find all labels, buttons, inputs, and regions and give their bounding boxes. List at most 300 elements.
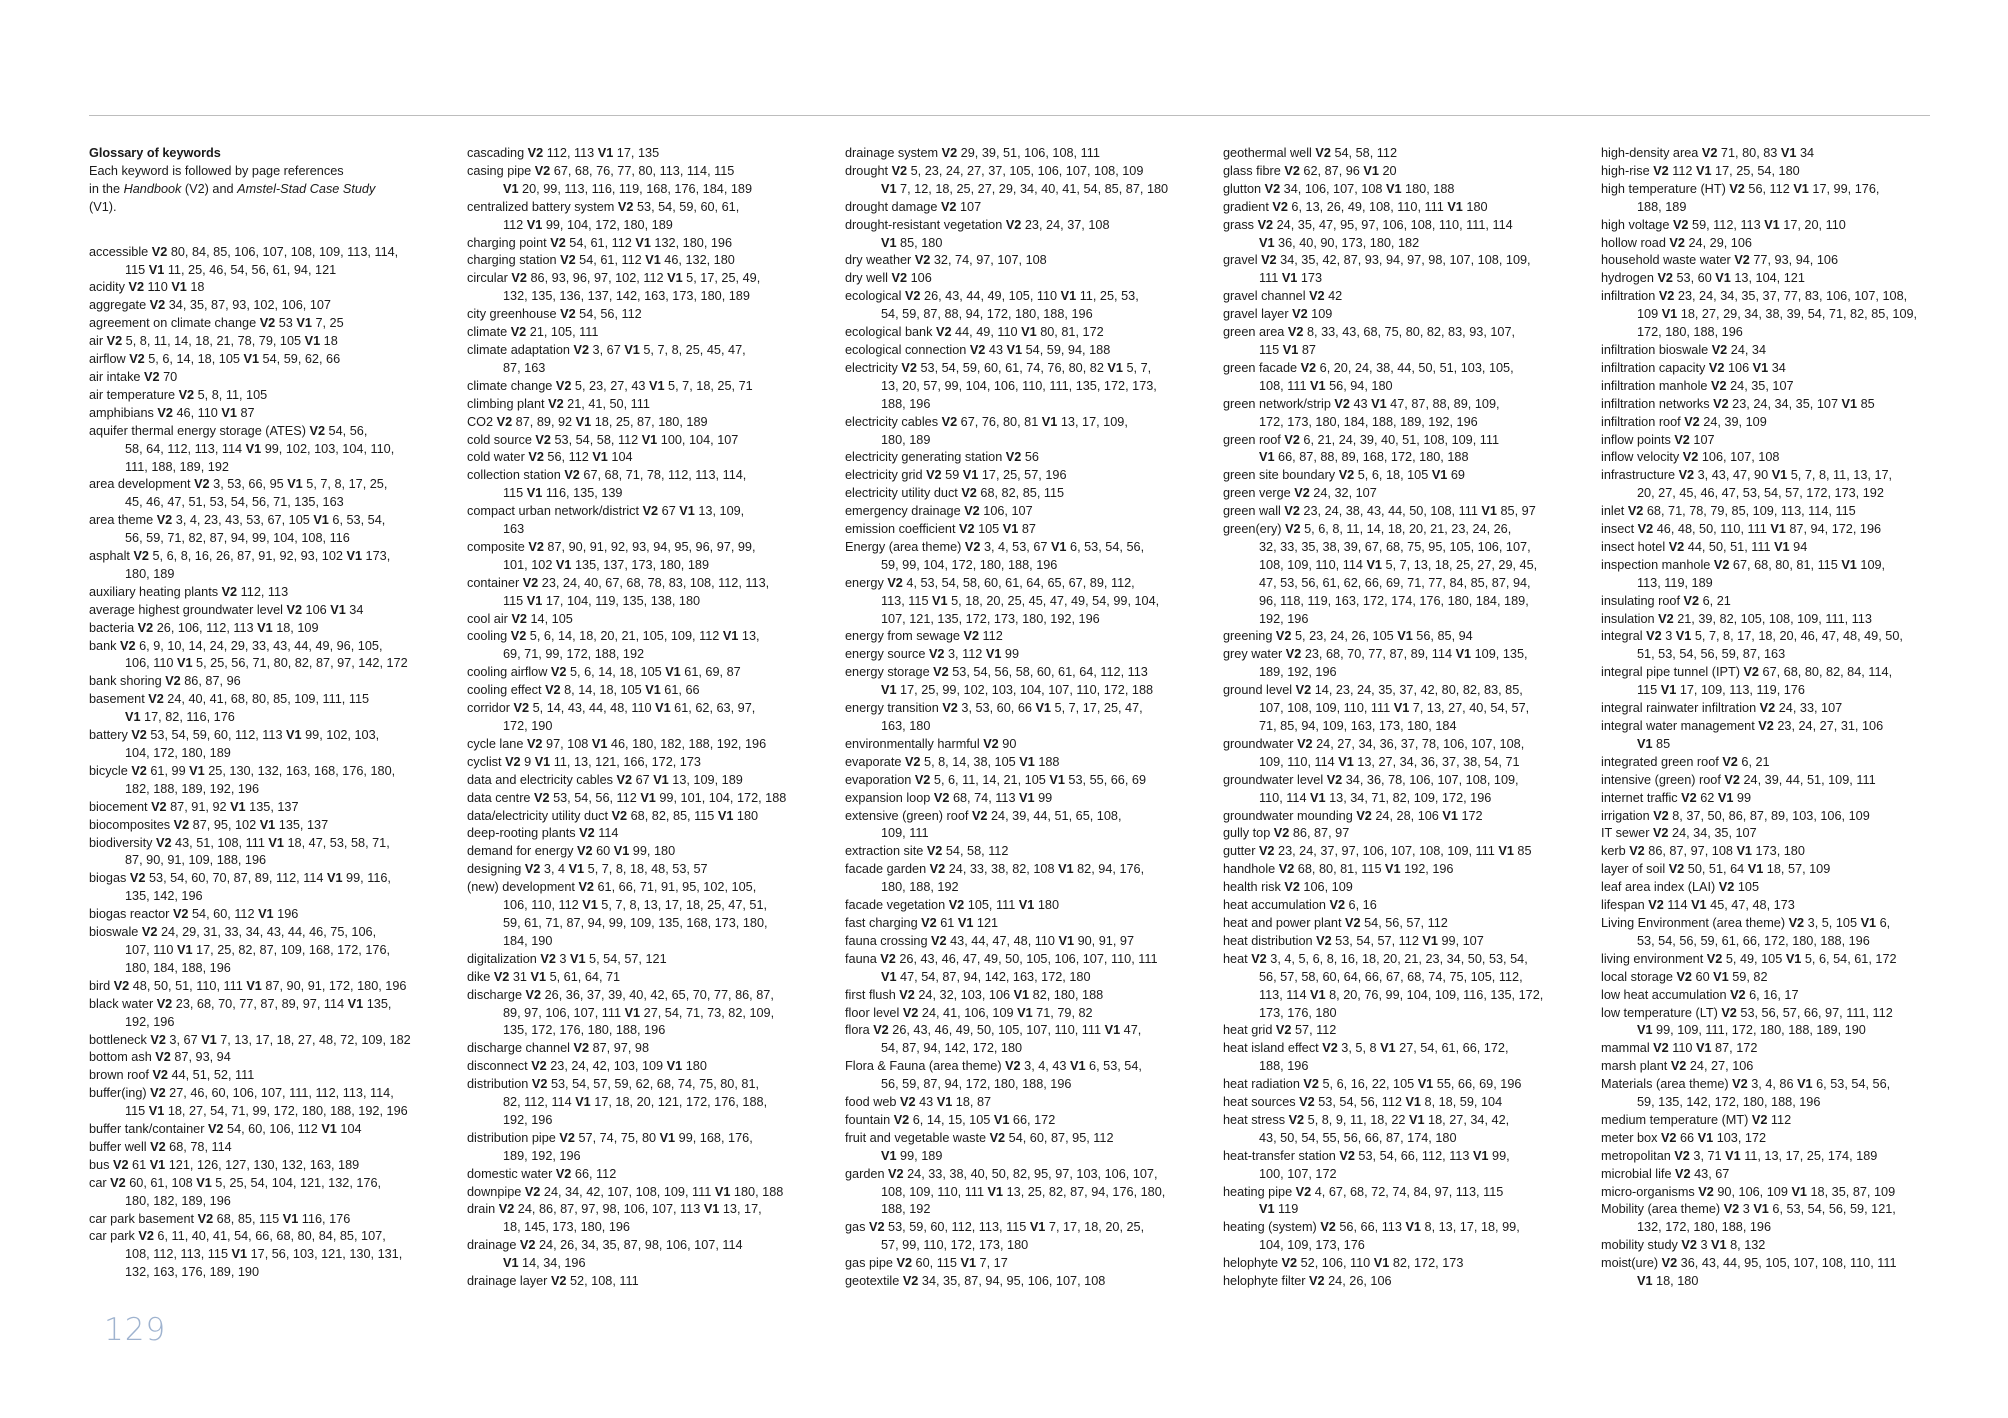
entry-volume: V1 xyxy=(1691,898,1707,913)
entry-pages: 57, 74, 75, 80 xyxy=(574,1130,660,1145)
entry-volume: V2 xyxy=(902,1005,919,1020)
glossary-entry xyxy=(89,924,447,978)
entry-pages: 3, 67 xyxy=(165,1032,202,1047)
entry-pages: 90 xyxy=(998,736,1017,751)
entry-keyword: biogas reactor xyxy=(89,907,173,922)
entry-keyword: heat grid xyxy=(1223,1023,1276,1038)
entry-pages: 13, 17, 18, 145, 173, 180, 196 xyxy=(503,1202,762,1235)
entry-pages: 23, 24, 37, 97, 106, 107, 108, 109, 111 xyxy=(1274,844,1499,859)
entry-pages: 24, 41, 106, 109 xyxy=(918,1005,1018,1020)
entry-keyword: air xyxy=(89,334,107,349)
entry-volume: V2 xyxy=(1674,432,1690,447)
entry-pages: 68, 82, 85, 115 xyxy=(976,486,1065,501)
entry-volume: V2 xyxy=(873,1023,889,1038)
entry-pages: 87, 90, 91, 92, 93, 94, 95, 96, 97, 99, 101, 102 xyxy=(503,539,756,572)
glossary-entry xyxy=(1223,432,1581,468)
entry-pages: 87, 94, 172, 196 xyxy=(1785,522,1882,537)
glossary-entry xyxy=(845,539,1203,575)
entry-pages: 87, 90, 91, 172, 180, 196 xyxy=(261,978,407,993)
entry-pages: 82, 94, 176, 180, 188, 192 xyxy=(881,862,1145,895)
glossary-entry xyxy=(467,825,825,843)
glossary-entry xyxy=(467,145,825,163)
entry-volume: V1 xyxy=(503,181,519,196)
entry-pages: 6, 16, 17 xyxy=(1745,987,1799,1002)
entry-pages: 8, 18, 59, 104 xyxy=(1421,1095,1503,1110)
glossary-entry xyxy=(467,682,825,700)
entry-volume: V1 xyxy=(176,656,193,671)
entry-keyword: extensive (green) roof xyxy=(845,808,972,823)
entry-volume: V1 xyxy=(1770,522,1786,537)
entry-volume: V1 xyxy=(189,763,205,778)
entry-volume: V2 xyxy=(1326,772,1343,787)
entry-keyword: drought damage xyxy=(845,199,941,214)
entry-volume: V1 xyxy=(1637,1023,1653,1038)
entry-volume: V1 xyxy=(1675,629,1692,644)
entry-volume: V2 xyxy=(510,629,527,644)
entry-volume: V2 xyxy=(309,423,326,438)
entry-keyword: flora xyxy=(845,1023,874,1038)
glossary-entry xyxy=(467,1273,825,1291)
entry-volume: V1 xyxy=(570,951,586,966)
entry-volume: V1 xyxy=(1715,271,1731,286)
entry-volume: V2 xyxy=(1275,629,1292,644)
entry-pages: 13, 27, 34, 36, 37, 38, 54, 71 xyxy=(1353,754,1520,769)
entry-pages: 54, 61, 112 xyxy=(565,235,636,250)
glossary-entry xyxy=(467,1166,825,1184)
glossary-entry xyxy=(845,915,1203,933)
page-number: 129 xyxy=(104,1312,167,1348)
entry-volume: V1 xyxy=(653,772,669,787)
glossary-entry xyxy=(1601,1166,1959,1184)
entry-volume: V2 xyxy=(941,146,958,160)
entry-keyword: distribution xyxy=(467,1077,532,1092)
glossary-entry xyxy=(845,1005,1203,1023)
entry-volume: V1 xyxy=(717,808,734,823)
entry-pages: 5, 6, 54, 61, 172 xyxy=(1801,951,1897,966)
entry-keyword: casing pipe xyxy=(467,163,535,178)
entry-keyword: groundwater level xyxy=(1223,772,1327,787)
glossary-entry xyxy=(467,700,825,736)
entry-volume: V2 xyxy=(559,1130,575,1145)
glossary-entry xyxy=(467,1184,825,1202)
glossary-entry xyxy=(1223,503,1581,521)
glossary-entry xyxy=(89,1175,447,1211)
entry-pages: 103, 172 xyxy=(1713,1130,1767,1145)
glossary-entry xyxy=(1601,593,1959,611)
entry-keyword: evaporate xyxy=(845,754,905,769)
entry-volume: V1 xyxy=(1797,1077,1813,1092)
glossary-entry xyxy=(467,1130,825,1166)
entry-volume: V2 xyxy=(1711,342,1728,357)
entry-pages: 24, 29, 31, 33, 34, 43, 44, 46, 75, 106, 107, 110 xyxy=(125,925,377,957)
entry-pages: 5, 6, 16, 22, 105 xyxy=(1318,1077,1418,1092)
entry-pages: 53, 59, 60, 112, 113, 115 xyxy=(884,1220,1030,1235)
entry-volume: V2 xyxy=(1273,826,1290,841)
glossary-entry xyxy=(467,342,825,378)
entry-pages: 106, 107, 108 xyxy=(1698,450,1780,465)
entry-keyword: living environment xyxy=(1601,951,1707,966)
entry-pages: 5, 7, 8, 11, 13, 17, 20, 27, 45, 46, 47, 53, 54, 57, 172, 173, 192 xyxy=(1637,468,1893,501)
entry-volume: V1 xyxy=(1660,683,1677,698)
entry-keyword: heat distribution xyxy=(1223,933,1317,948)
entry-pages: 85 xyxy=(1513,844,1532,859)
entry-keyword: container xyxy=(467,575,523,590)
entry-pages: 11, 13, 17, 25, 174, 189 xyxy=(1740,1148,1878,1163)
entry-keyword: heat-transfer station xyxy=(1223,1148,1340,1163)
entry-keyword: gradient xyxy=(1223,199,1273,214)
entry-volume: V1 xyxy=(1013,987,1030,1002)
entry-pages: 61, 69, 87 xyxy=(680,665,741,680)
entry-volume: V2 xyxy=(1320,1220,1336,1235)
entry-volume: V2 xyxy=(112,1157,129,1172)
entry-keyword: cascading xyxy=(467,146,528,160)
entry-volume: V2 xyxy=(106,334,123,349)
entry-volume: V1 xyxy=(1104,1023,1121,1038)
entry-keyword: charging point xyxy=(467,235,551,250)
entry-volume: V1 xyxy=(1310,790,1326,805)
entry-keyword: infiltration capacity xyxy=(1601,360,1709,375)
entry-pages: 6, 16 xyxy=(1345,898,1377,913)
entry-pages: 7, 17 xyxy=(976,1256,1008,1271)
entry-volume: V1 xyxy=(649,378,665,393)
glossary-entry xyxy=(1601,1255,1959,1291)
entry-keyword: domestic water xyxy=(467,1166,556,1181)
entry-keyword: Flora & Fauna (area theme) xyxy=(845,1059,1006,1074)
glossary-entry xyxy=(1223,360,1581,396)
entry-volume: V2 xyxy=(617,199,634,214)
entry-keyword: designing xyxy=(467,862,525,877)
entry-pages: 99, 109, 111, 172, 180, 188, 189, 190 xyxy=(1652,1023,1866,1038)
entry-pages: 32, 74, 97, 107, 108 xyxy=(930,253,1047,268)
glossary-entry xyxy=(1601,288,1959,342)
glossary-entry xyxy=(1601,951,1959,969)
entry-keyword: climate adaptation xyxy=(467,342,574,357)
glossary-entry xyxy=(1601,217,1959,235)
entry-pages: 13, 69, 71, 99, 172, 188, 192 xyxy=(503,629,760,662)
entry-keyword: emergency drainage xyxy=(845,504,965,519)
entry-volume: V2 xyxy=(545,683,561,698)
entry-volume: V2 xyxy=(887,575,903,590)
glossary-column-3 xyxy=(845,145,1203,1291)
entry-volume: V2 xyxy=(150,1086,166,1101)
glossary-entry xyxy=(89,369,447,387)
entry-keyword: geothermal well xyxy=(1223,146,1316,160)
entry-pages: 3, 43, 47, 90 xyxy=(1694,468,1772,483)
entry-volume: V2 xyxy=(1660,1130,1677,1145)
entry-pages: 8, 13, 17, 18, 99, 104, 109, 173, 176 xyxy=(1259,1220,1520,1253)
entry-keyword: gas xyxy=(845,1220,869,1235)
glossary-entry xyxy=(1601,897,1959,915)
entry-keyword: mobility study xyxy=(1601,1238,1682,1253)
entry-pages: 61, 99 xyxy=(146,763,190,778)
entry-volume: V2 xyxy=(1661,1256,1678,1271)
entry-volume: V2 xyxy=(896,1256,913,1271)
entry-volume: V2 xyxy=(550,1274,567,1289)
glossary-entry xyxy=(89,351,447,369)
glossary-entry xyxy=(845,933,1203,951)
entry-volume: V1 xyxy=(313,513,329,528)
glossary-entry xyxy=(467,199,825,235)
entry-volume: V1 xyxy=(1310,987,1326,1002)
entry-volume: V2 xyxy=(522,575,539,590)
entry-pages: 21, 41, 50, 111 xyxy=(563,396,650,411)
entry-volume: V2 xyxy=(1299,1095,1315,1110)
entry-keyword: electricity utility duct xyxy=(845,486,962,501)
entry-volume: V2 xyxy=(131,763,147,778)
entry-volume: V1 xyxy=(1371,396,1387,411)
entry-pages: 99, 180 xyxy=(629,844,676,859)
entry-pages: 77, 93, 94, 106 xyxy=(1749,253,1839,268)
entry-pages: 85 xyxy=(1857,396,1875,411)
entry-volume: V1 xyxy=(245,441,262,456)
glossary-entry xyxy=(1601,718,1959,754)
entry-volume: V1 xyxy=(1069,1059,1086,1074)
entry-pages: 106 xyxy=(302,602,331,617)
entry-volume: V2 xyxy=(1288,1112,1305,1127)
entry-keyword: handhole xyxy=(1223,862,1279,877)
entry-pages: 36, 43, 44, 95, 105, 107, 108, 110, 111 xyxy=(1680,1256,1897,1271)
entry-volume: V2 xyxy=(888,1166,904,1181)
entry-volume: V1 xyxy=(1282,342,1299,357)
entry-pages: 70 xyxy=(159,369,178,384)
entry-volume: V2 xyxy=(868,1220,885,1235)
glossary-entry xyxy=(89,1121,447,1139)
entry-volume: V1 xyxy=(597,146,614,160)
entry-pages: 71, 79, 82 xyxy=(1032,1005,1093,1020)
entry-keyword: climbing plant xyxy=(467,396,549,411)
entry-volume: V2 xyxy=(113,978,130,993)
entry-pages: 18, 47, 53, 58, 71, 87, 90, 91, 109, 188, 196 xyxy=(125,835,390,868)
entry-pages: 67, 68, 80, 81, 115 xyxy=(1729,557,1842,572)
entry-volume: V2 xyxy=(1658,611,1674,626)
entry-pages: 6, 21 xyxy=(1737,754,1770,769)
entry-keyword: area development xyxy=(89,477,195,492)
entry-keyword: facade garden xyxy=(845,862,930,877)
entry-volume: V1 xyxy=(592,450,608,465)
entry-pages: 80, 81, 172 xyxy=(1036,325,1104,340)
entry-pages: 87, 97, 98 xyxy=(589,1041,650,1056)
entry-pages: 99, 102, 103, 104, 110, 111, 188, 189, 192 xyxy=(125,441,395,474)
entry-pages: 3, 4, 23, 43, 53, 67, 105 xyxy=(172,513,314,528)
entry-pages: 24, 39, 44, 51, 109, 111 xyxy=(1739,772,1876,787)
glossary-entry xyxy=(1223,951,1581,1023)
entry-keyword: car park basement xyxy=(89,1211,198,1226)
entry-volume: V2 xyxy=(961,486,977,501)
glossary-entry xyxy=(845,449,1203,467)
entry-keyword: insect xyxy=(1601,522,1638,537)
entry-pages: 3 xyxy=(1739,1202,1754,1217)
entry-pages: 7, 12, 18, 25, 27, 29, 34, 40, 41, 54, 85, 87, 180 xyxy=(896,181,1169,196)
entry-keyword: greening xyxy=(1223,629,1276,644)
glossary-entry xyxy=(845,646,1203,664)
entry-pages: 61, 66, 71, 91, 95, 102, 105, 106, 110, 112 xyxy=(503,880,757,913)
entry-keyword: ecological connection xyxy=(845,342,970,357)
entry-pages: 6, 14, 15, 105 xyxy=(909,1112,994,1127)
entry-volume: V1 xyxy=(1006,342,1023,357)
entry-pages: 23, 24, 42, 103, 109 xyxy=(546,1059,667,1074)
entry-keyword: heat radiation xyxy=(1223,1077,1304,1092)
entry-volume: V1 xyxy=(1711,1238,1727,1253)
glossary-entry xyxy=(1601,235,1959,253)
entry-pages: 66, 112 xyxy=(571,1166,617,1181)
entry-pages: 44, 51, 52, 111 xyxy=(168,1068,255,1083)
entry-volume: V2 xyxy=(178,387,195,402)
entry-volume: V1 xyxy=(555,557,572,572)
entry-pages: 5, 7, 18, 25, 71 xyxy=(664,378,753,393)
entry-volume: V1 xyxy=(1661,307,1678,322)
entry-keyword: aquifer thermal energy storage (ATES) xyxy=(89,423,310,438)
entry-keyword: cycle lane xyxy=(467,736,527,751)
entry-volume: V2 xyxy=(1675,1166,1691,1181)
entry-volume: V1 xyxy=(881,1148,897,1163)
entry-pages: 4, 67, 68, 72, 74, 84, 97, 113, 115 xyxy=(1314,1184,1504,1199)
entry-pages: 23, 24, 40, 67, 68, 78, 83, 108, 112, 113, 115 xyxy=(503,575,770,608)
entry-keyword: circular xyxy=(467,271,512,286)
glossary-entry xyxy=(467,1237,825,1273)
entry-pages: 18, 27, 34, 42, 43, 50, 54, 55, 56, 66, 87, 174, 180 xyxy=(1259,1112,1510,1145)
entry-volume: V2 xyxy=(1309,289,1325,304)
entry-keyword: cooling airflow xyxy=(467,665,551,680)
entry-volume: V1 xyxy=(304,334,321,349)
entry-keyword: integral pipe tunnel (IPT) xyxy=(1601,665,1744,680)
entry-volume: V1 xyxy=(1310,378,1326,393)
entry-pages: 53, 54, 66, 112, 113 xyxy=(1354,1148,1473,1163)
entry-pages: 7, 13, 27, 40, 54, 57, 71, 85, 94, 109, 163, 173, 180, 184 xyxy=(1259,701,1530,733)
entry-volume: V2 xyxy=(531,1059,547,1074)
entry-pages: 3, 53, 66, 95 xyxy=(209,477,288,492)
entry-pages: 8, 14, 18, 105 xyxy=(560,683,646,698)
entry-pages: 47, 87, 88, 89, 109, 172, 173, 180, 184, 188, 189, 192, 196 xyxy=(1259,396,1500,429)
entry-volume: V1 xyxy=(1697,1130,1714,1145)
glossary-entry xyxy=(467,414,825,432)
glossary-entry xyxy=(89,620,447,638)
glossary-entry xyxy=(89,584,447,602)
entry-volume: V1 xyxy=(1107,360,1123,375)
entry-volume: V1 xyxy=(993,1112,1010,1127)
glossary-entry xyxy=(845,772,1203,790)
glossary-entry xyxy=(467,235,825,253)
glossary-entry xyxy=(467,987,825,1041)
entry-pages: 107 xyxy=(956,199,982,214)
glossary-entry xyxy=(1223,1255,1581,1273)
entry-pages: 67, 68, 71, 78, 112, 113, 114, 115 xyxy=(503,468,747,501)
entry-pages: 6, 53, 54, 56, 59, 135, 142, 172, 180, 188, 196 xyxy=(1637,1077,1891,1110)
entry-volume: V1 xyxy=(936,1095,953,1110)
entry-volume: V2 xyxy=(207,1122,224,1137)
entry-pages: 110 xyxy=(144,280,172,295)
entry-volume: V2 xyxy=(1272,199,1288,214)
entry-pages: 61, 62, 63, 97, 172, 190 xyxy=(503,701,756,733)
glossary-entry xyxy=(1223,1273,1581,1291)
glossary-entry xyxy=(467,1058,825,1076)
entry-keyword: integral rainwater infiltration xyxy=(1601,701,1760,716)
glossary-entry xyxy=(467,575,825,611)
entry-volume: V2 xyxy=(936,325,952,340)
glossary-entry xyxy=(1601,252,1959,270)
entry-pages: 24, 28, 106 xyxy=(1371,808,1443,823)
entry-volume: V1 xyxy=(148,262,165,277)
glossary-entry xyxy=(845,217,1203,253)
entry-keyword: inspection manhole xyxy=(1601,557,1714,572)
entry-volume: V2 xyxy=(286,602,303,617)
glossary-entry xyxy=(845,1022,1203,1058)
entry-volume: V2 xyxy=(989,1130,1006,1145)
entry-keyword: accessible xyxy=(89,244,152,259)
entry-keyword: biogas xyxy=(89,871,130,886)
glossary-entry xyxy=(1223,1094,1581,1112)
entry-pages: 18, 57, 109 xyxy=(1763,862,1831,877)
entry-pages: 20 xyxy=(1378,163,1397,178)
entry-keyword: kerb xyxy=(1601,844,1630,859)
glossary-entry xyxy=(467,861,825,879)
entry-pages: 99 xyxy=(1001,647,1020,662)
entry-keyword: bird xyxy=(89,978,114,993)
entry-volume: V2 xyxy=(129,871,146,886)
glossary-entry xyxy=(1601,145,1959,163)
entry-volume: V1 xyxy=(1409,1112,1425,1127)
entry-volume: V1 xyxy=(1029,1220,1046,1235)
entry-pages: 87, 89, 92 xyxy=(512,414,576,429)
entry-keyword: buffer well xyxy=(89,1139,151,1154)
entry-volume: V1 xyxy=(591,736,608,751)
entry-volume: V2 xyxy=(1684,414,1700,429)
glossary-entry xyxy=(89,835,447,871)
entry-volume: V2 xyxy=(1005,217,1022,232)
entry-volume: V2 xyxy=(579,826,595,841)
entry-pages: 135, 137, 173, 180, 189 xyxy=(571,557,710,572)
glossary-entry xyxy=(89,1139,447,1157)
entry-volume: V1 xyxy=(1060,289,1077,304)
entry-keyword: low temperature (LT) xyxy=(1601,1005,1722,1020)
glossary-entry xyxy=(1601,1130,1959,1148)
entry-keyword: layer of soil xyxy=(1601,862,1669,877)
entry-pages: 53, 54, 56, 58, 60, 61, 64, 112, 113 xyxy=(952,665,1148,680)
entry-volume: V2 xyxy=(904,289,921,304)
glossary-entry xyxy=(89,297,447,315)
entry-pages: 99, 102, 103, 104, 172, 180, 189 xyxy=(125,728,380,760)
entry-pages: 6, 20, 24, 38, 44, 50, 51, 103, 105, 108, 111 xyxy=(1259,360,1514,393)
entry-keyword: fruit and vegetable waste xyxy=(845,1130,990,1145)
entry-volume: V1 xyxy=(176,942,193,957)
glossary-entry xyxy=(845,843,1203,861)
glossary-entry xyxy=(1601,915,1959,951)
entry-volume: V2 xyxy=(525,987,542,1002)
glossary-entry xyxy=(845,987,1203,1005)
entry-pages: 5, 17, 25, 49, 132, 135, 136, 137, 142, 163, 173, 180, 189 xyxy=(503,271,761,304)
entry-pages: 5, 8, 14, 38, 105 xyxy=(920,754,1020,769)
glossary-entry xyxy=(1601,790,1959,808)
entry-pages: 62, 87, 96 xyxy=(1299,163,1364,178)
entry-keyword: local storage xyxy=(1601,969,1677,984)
glossary-entry xyxy=(845,270,1203,288)
entry-volume: V2 xyxy=(1309,1274,1325,1289)
glossary-entry xyxy=(1601,270,1959,288)
entry-volume: V2 xyxy=(926,468,942,483)
entry-pages: 87 xyxy=(1298,342,1316,357)
glossary-entry xyxy=(845,288,1203,324)
top-rule xyxy=(89,115,1930,116)
entry-volume: V2 xyxy=(1721,1005,1737,1020)
glossary-entry xyxy=(845,700,1203,736)
entry-pages: 23, 24, 34, 35, 37, 77, 83, 106, 107, 108, 109 xyxy=(1637,289,1908,322)
entry-pages: 99, 189 xyxy=(896,1148,943,1163)
entry-pages: 46, 110 xyxy=(172,405,222,420)
glossary-column-2 xyxy=(467,145,825,1291)
entry-pages: 61 xyxy=(936,915,958,930)
entry-pages: 106 xyxy=(907,271,932,286)
entry-pages: 11, 13, 121, 166, 172, 173 xyxy=(550,754,701,769)
entry-pages: 13, 17, 109, 180, 189 xyxy=(881,414,1128,447)
